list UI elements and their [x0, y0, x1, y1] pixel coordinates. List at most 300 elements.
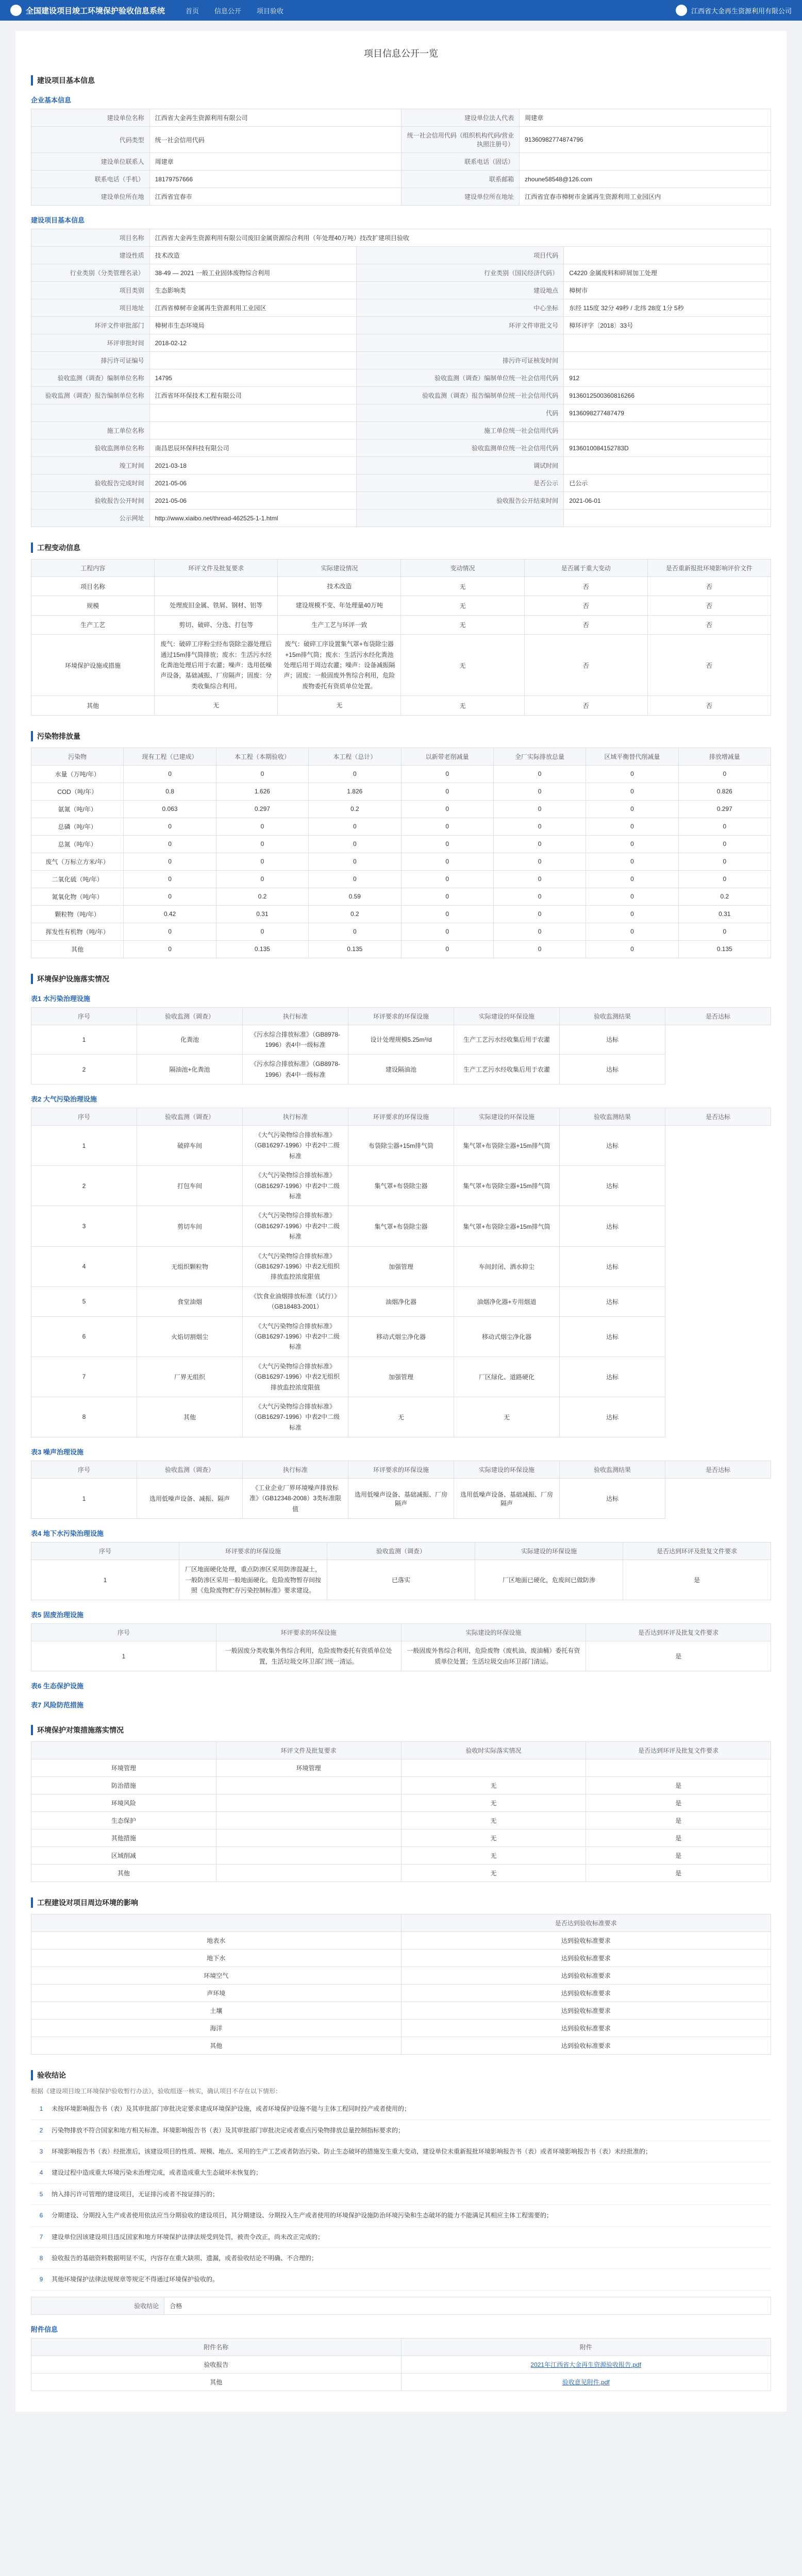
table-cell: 否	[524, 635, 647, 696]
table-cell: 达标	[560, 1166, 665, 1206]
kv-label: 施工单位名称	[31, 422, 150, 439]
table-cell: 是	[623, 1560, 771, 1600]
table-cell: 厂区地面已硬化，危废间已做防渗	[475, 1560, 623, 1600]
emission-table	[31, 748, 771, 958]
table-cell: 0	[586, 888, 678, 905]
column-header: 执行标准	[243, 1108, 348, 1126]
table-cell: 0	[401, 888, 493, 905]
kv-label	[357, 334, 564, 352]
column-header: 执行标准	[243, 1007, 348, 1025]
kv-label: 行业类别（国民经济代码）	[357, 264, 564, 282]
conclusion-item	[31, 2098, 771, 2120]
column-header: 环评文件及批复要求	[155, 560, 278, 577]
conclusion-item-text: 验收报告的基础资料数据明显不实，内容存在重大缺项、遗漏，或者验收结论不明确、不合理的；	[52, 2254, 318, 2262]
table-cell: 0	[493, 800, 586, 818]
table-cell: 否	[647, 615, 771, 634]
table-cell: 8	[31, 1397, 137, 1437]
table-row	[31, 1206, 771, 1246]
conclusion-item	[31, 2120, 771, 2141]
table-cell: 达到验收标准要求	[401, 2020, 771, 2037]
kv-value	[564, 457, 771, 474]
column-header: 验收监测（调查）	[137, 1007, 243, 1025]
column-header: 全厂实际排放总量	[493, 748, 586, 765]
table-cell: 隔油池+化粪池	[137, 1055, 243, 1084]
kv-label: 统一社会信用代码（组织机构代码/营业执照注册号）	[401, 127, 520, 153]
column-header	[31, 1742, 216, 1759]
table-cell: 水量（万吨/年）	[31, 765, 124, 783]
kv-label: 调试时间	[357, 457, 564, 474]
table-cell	[401, 1759, 586, 1777]
table-cell: 食堂油烟	[137, 1286, 243, 1316]
conclusion-item	[31, 2205, 771, 2226]
kv-value: C4220 金属废料和碎屑加工处理	[564, 264, 771, 282]
table-cell: 0.2	[309, 800, 401, 818]
column-header: 以新带老削减量	[401, 748, 493, 765]
table-cell: 0	[586, 940, 678, 958]
conclusion-item	[31, 2227, 771, 2248]
kv-label: 验收监测（调查）编制单位统一社会信用代码	[357, 369, 564, 387]
column-header: 验收监测结果	[560, 1461, 665, 1479]
conclusion-item-number: 8	[39, 2254, 43, 2262]
column-header: 执行标准	[243, 1461, 348, 1479]
kv-value	[149, 352, 357, 369]
attachment-name: 验收报告	[31, 2355, 402, 2373]
column-header: 污染物	[31, 748, 124, 765]
table-cell: 《污水综合排放标准》（GB8978-1996）表4中一级标准	[243, 1025, 348, 1055]
kv-value: 已公示	[564, 474, 771, 492]
table-cell: 无	[401, 615, 524, 634]
table-cell: 达标	[560, 1397, 665, 1437]
kv-row	[31, 352, 771, 369]
column-header: 区域平衡替代削减量	[586, 748, 678, 765]
table-cell: 无	[454, 1397, 560, 1437]
table-cell: 环境保护设施或措施	[31, 635, 155, 696]
table-row	[31, 635, 771, 696]
table-cell: 其他	[31, 2037, 402, 2055]
table-cell: 氨氮（吨/年）	[31, 800, 124, 818]
table-cell: 达标	[560, 1479, 665, 1519]
column-header: 是否达标	[665, 1007, 771, 1025]
table-cell: 0	[124, 923, 216, 940]
kv-label: 项目类别	[31, 282, 150, 299]
conclusion-item-number: 6	[39, 2212, 43, 2219]
table-cell: 无	[401, 1794, 586, 1812]
conclusion-item	[31, 2184, 771, 2205]
table-cell: 否	[647, 635, 771, 696]
table-cell: 防治措施	[31, 1777, 216, 1794]
table-row	[31, 940, 771, 958]
attachments-title: 附件信息	[31, 2325, 58, 2333]
table-row	[31, 696, 771, 715]
table-cell: 环境管理	[31, 1759, 216, 1777]
table-cell: 其他	[31, 696, 155, 715]
table-cell: 无	[401, 1865, 586, 1882]
table-cell: 0	[401, 818, 493, 835]
table-cell: 项目名称	[31, 577, 155, 596]
kv-row	[31, 387, 771, 404]
column-header: 实际建设的环保设施	[454, 1461, 560, 1479]
table-cell	[155, 577, 278, 596]
table-cell: 0	[216, 853, 308, 870]
column-header: 是否达到环评及批复文件要求	[623, 1543, 771, 1560]
kv-value: 2018-02-12	[149, 334, 357, 352]
table-cell: 达到验收标准要求	[401, 2002, 771, 2020]
table-row	[31, 905, 771, 923]
table-row	[31, 888, 771, 905]
table-cell: 生态保护	[31, 1812, 216, 1829]
table-row	[31, 923, 771, 940]
column-header: 环评要求的环保设施	[348, 1007, 454, 1025]
attachment-cell	[401, 2373, 771, 2391]
column-header: 序号	[31, 1624, 216, 1641]
kv-label: 项目地址	[31, 299, 150, 317]
kv-label: 环评文件审批部门	[31, 317, 150, 334]
column-header: 是否达到环评及批复文件要求	[586, 1742, 771, 1759]
table-row	[31, 853, 771, 870]
table-cell: 0	[124, 870, 216, 888]
table-cell: 废气：破碎工序设置集气罩+布袋除尘器+15m排气筒；废水：生活污水经化粪池处理后用于周边农灌；噪声：设备减振隔声；固废：一般固废外售综合利用，危险废物委托有资质单位处置。	[278, 635, 401, 696]
sub-solid: 表5 固废治理设施	[31, 1611, 83, 1619]
kv-value	[149, 404, 357, 422]
conclusion-item-text: 污染物排放不符合国家和地方相关标准、环境影响报告书（表）及其审批部门审批决定或者重点污染物排放总量控制指标要求的；	[52, 2126, 405, 2134]
column-header: 环评要求的环保设施	[216, 1624, 401, 1641]
table-cell: 选用低噪声设备、基础减振、厂房隔声	[348, 1479, 454, 1519]
kv-value: 18179757666	[149, 171, 401, 188]
table-cell: 《大气污染物综合排放标准》（GB16297-1996）中表2中二级标准	[243, 1316, 348, 1357]
kv-row	[31, 439, 771, 457]
kv-label: 联系电话（手机）	[31, 171, 150, 188]
kv-label: 代码	[357, 404, 564, 422]
nav-project-accept[interactable]: 项目验收	[257, 7, 284, 15]
conclusion-item-text: 纳入排污许可管理的建设项目，无证排污或者不按证排污的；	[52, 2190, 219, 2198]
table-row	[31, 2037, 771, 2055]
table-cell: 0	[124, 818, 216, 835]
table-cell: 0	[678, 923, 771, 940]
table-cell: 0	[586, 800, 678, 818]
table-cell: 0.826	[678, 783, 771, 800]
table-cell: 0	[678, 870, 771, 888]
table-cell: 是	[586, 1812, 771, 1829]
table-cell: 0	[678, 818, 771, 835]
table-cell: 达标	[560, 1025, 665, 1055]
table-row	[31, 1777, 771, 1794]
table-cell: 0.063	[124, 800, 216, 818]
table-cell: 0	[678, 765, 771, 783]
column-header: 附件	[401, 2338, 771, 2355]
kv-value: 樟树市生态环境局	[149, 317, 357, 334]
table-cell: 1	[31, 1641, 216, 1671]
table-cell: 0	[401, 923, 493, 940]
table-row	[31, 1794, 771, 1812]
kv-row	[31, 109, 771, 127]
kv-value: 2021-03-18	[149, 457, 357, 474]
table-cell	[216, 1847, 401, 1865]
conclusion-value: 合格	[164, 2297, 771, 2314]
table-row	[31, 870, 771, 888]
table-cell: 0	[401, 835, 493, 853]
nav-public-info[interactable]: 信息公开	[214, 7, 242, 15]
table-cell: 0	[401, 800, 493, 818]
kv-label: 环评审批时间	[31, 334, 150, 352]
column-header: 本工程（总计）	[309, 748, 401, 765]
header-row	[31, 560, 771, 577]
header-row	[31, 1461, 771, 1479]
water-table	[31, 1007, 771, 1085]
kv-value: 技术改造	[149, 247, 357, 264]
table-cell: 0	[493, 870, 586, 888]
table-cell: 0	[216, 765, 308, 783]
kv-label: 建设单位法人代表	[401, 109, 520, 127]
kv-row	[31, 317, 771, 334]
column-header: 验收时实际落实情况	[401, 1742, 586, 1759]
table-row	[31, 596, 771, 615]
table-cell: 0	[401, 765, 493, 783]
table-cell: 设计处理规模5.25m³/d	[348, 1025, 454, 1055]
table-cell: 0.31	[216, 905, 308, 923]
table-cell	[216, 1829, 401, 1847]
table-cell: 无	[278, 696, 401, 715]
header-row	[31, 2338, 771, 2355]
table-cell: 火焰切割烟尘	[137, 1316, 243, 1357]
table-row	[31, 1829, 771, 1847]
table-cell: 海洋	[31, 2020, 402, 2037]
table-cell: 无	[348, 1397, 454, 1437]
table-cell: 集气罩+布袋除尘器+15m排气筒	[454, 1126, 560, 1166]
section-measures: 环境保护对策措施落实情况	[31, 1725, 771, 1735]
table-cell: 1	[31, 1126, 137, 1166]
table-cell: 否	[647, 577, 771, 596]
section-emissions: 污染物排放量	[31, 731, 771, 741]
table-cell: 颗粒物（吨/年）	[31, 905, 124, 923]
kv-value: 生态影响类	[149, 282, 357, 299]
table-row	[31, 1950, 771, 1967]
kv-label: 验收监测（调查）报告编制单位名称	[31, 387, 150, 404]
table-cell: 《大气污染物综合排放标准》（GB16297-1996）中表2中二级标准	[243, 1206, 348, 1246]
table-cell: 2	[31, 1055, 137, 1084]
table-cell: 1	[31, 1560, 179, 1600]
column-header: 验收监测（调查）	[137, 1461, 243, 1479]
conclusion-item	[31, 2162, 771, 2183]
table-cell: 《大气污染物综合排放标准》（GB16297-1996）中表2无组织排放监控浓度限值	[243, 1246, 348, 1286]
kv-value: 江西省大金再生资源利用有限公司	[149, 109, 401, 127]
table-cell: 0	[493, 923, 586, 940]
kv-value: 东经 115度 32分 49秒 / 北纬 28度 1分 5秒	[564, 299, 771, 317]
table-cell: 剪切、破碎、分选、打包等	[155, 615, 278, 634]
table-cell: 达标	[560, 1126, 665, 1166]
sub-risk: 表7 风险防范措施	[31, 1701, 83, 1709]
kv-label	[31, 404, 150, 422]
table-cell: 0	[586, 765, 678, 783]
table-row	[31, 1025, 771, 1055]
table-cell: 0	[216, 923, 308, 940]
table-cell: 地下水	[31, 1950, 402, 1967]
table-cell: 达到验收标准要求	[401, 1950, 771, 1967]
column-header: 环评要求的环保设施	[348, 1461, 454, 1479]
table-cell: 0	[401, 783, 493, 800]
kv-label: 是否公示	[357, 474, 564, 492]
table-cell: 0.2	[216, 888, 308, 905]
kv-label: 公示网址	[31, 510, 150, 527]
kv-label: 排污许可证核发时间	[357, 352, 564, 369]
table-cell: 0	[586, 783, 678, 800]
table-cell: 废气（万标立方米/年）	[31, 853, 124, 870]
kv-label: 验收监测（调查）报告编制单位统一社会信用代码	[357, 387, 564, 404]
table-cell: 《工业企业厂界环境噪声排放标准》（GB12348-2008）3类标准限值	[243, 1479, 348, 1519]
table-row	[31, 1126, 771, 1166]
system-brand: 全国建设项目竣工环境保护验收信息系统	[26, 6, 165, 15]
kv-row	[31, 474, 771, 492]
table-row	[31, 800, 771, 818]
table-cell: 移动式烟尘净化器	[348, 1316, 454, 1357]
nav-home[interactable]: 首页	[186, 7, 199, 15]
table-cell	[586, 1759, 771, 1777]
kv-label: 中心坐标	[357, 299, 564, 317]
conclusion-item-text: 未按环境影响报告书（表）及其审批部门审批决定要求建成环境保护设施，或者环境保护设施不能与主体工程同时投产或者使用的；	[52, 2105, 411, 2113]
table-cell: 油烟净化器+专用烟道	[454, 1286, 560, 1316]
table-cell: 环境管理	[216, 1759, 401, 1777]
table-cell: 否	[647, 596, 771, 615]
solid-table	[31, 1623, 771, 1671]
table-cell: 1	[31, 1025, 137, 1055]
kv-row	[31, 264, 771, 282]
table-cell: 0	[401, 870, 493, 888]
table-cell: 生产工艺与环评一致	[278, 615, 401, 634]
kv-value: zhoune58548@126.com	[520, 171, 771, 188]
table-cell: 建设隔油池	[348, 1055, 454, 1084]
kv-value	[564, 352, 771, 369]
table-cell: 土壤	[31, 2002, 402, 2020]
conclusion-item-text: 环境影响报告书（表）经批准后，该建设项目的性质、规模、地点、采用的生产工艺或者防治污染、防止生态破坏的措施发生重大变动，建设单位未重新报批环境影响报告书（表）或者环境影响报告书（表）未经批准的；	[52, 2147, 652, 2155]
table-cell: 是	[586, 1794, 771, 1812]
table-cell: 无	[401, 635, 524, 696]
table-cell: 破碎车间	[137, 1126, 243, 1166]
kv-label: 行业类别（分类管理名录）	[31, 264, 150, 282]
attachment-link[interactable]: 验收意见附件.pdf	[562, 2378, 610, 2386]
table-cell: 否	[647, 696, 771, 715]
column-header: 序号	[31, 1461, 137, 1479]
table-cell: 挥发性有机物（吨/年）	[31, 923, 124, 940]
attachment-link[interactable]: 2021年江西省大金再生资源验收报告.pdf	[530, 2361, 642, 2368]
table-row	[31, 2002, 771, 2020]
kv-value: 周建章	[149, 153, 401, 171]
table-cell: 氮氧化物（吨/年）	[31, 888, 124, 905]
table-cell: 集气罩+布袋除尘器+15m排气筒	[454, 1206, 560, 1246]
table-cell	[216, 1794, 401, 1812]
table-row	[31, 1397, 771, 1437]
table-cell: 0	[493, 783, 586, 800]
table-cell: 0	[586, 853, 678, 870]
table-cell: 0.8	[124, 783, 216, 800]
user-menu[interactable]	[676, 5, 792, 16]
column-header: 实际建设的环保设施	[454, 1108, 560, 1126]
table-cell: 0	[309, 853, 401, 870]
table-cell: 其他	[31, 940, 124, 958]
table-row	[31, 783, 771, 800]
kv-value: 樟环评字〔2018〕33号	[564, 317, 771, 334]
column-header: 工程内容	[31, 560, 155, 577]
table-cell: 总磷（吨/年）	[31, 818, 124, 835]
kv-value: 江西省大金再生资源利用有限公司废旧金属资源综合利用（年处理40万吨）技改扩建项目验收	[149, 229, 771, 247]
column-header: 验收监测（调查）	[137, 1108, 243, 1126]
table-row	[31, 818, 771, 835]
kv-label: 验收监测（调查）编制单位名称	[31, 369, 150, 387]
table-cell: 选用低噪声设备、基础减振、厂房隔声	[454, 1479, 560, 1519]
table-cell: 0	[678, 853, 771, 870]
section-basic-info: 建设项目基本信息	[31, 75, 771, 86]
kv-label: 验收监测单位统一社会信用代码	[357, 439, 564, 457]
table-cell: 0	[309, 818, 401, 835]
kv-row	[31, 127, 771, 153]
kv-label: 建设单位联系人	[31, 153, 150, 171]
table-cell: 0	[124, 765, 216, 783]
table-cell: 0	[309, 870, 401, 888]
table-cell: 厂界无组织	[137, 1357, 243, 1397]
column-header: 是否属于重大变动	[524, 560, 647, 577]
table-cell: 0	[401, 905, 493, 923]
table-cell: 二氧化硫（吨/年）	[31, 870, 124, 888]
table-cell: 3	[31, 1206, 137, 1246]
header-row	[31, 1007, 771, 1025]
page-title: 项目信息公开一览	[364, 48, 438, 59]
table-cell: 达到验收标准要求	[401, 2037, 771, 2055]
attachment-cell	[401, 2355, 771, 2373]
kv-label: 验收报告公开时间	[31, 492, 150, 510]
table-row	[31, 1641, 771, 1671]
table-cell: 无	[401, 577, 524, 596]
table-row	[31, 1812, 771, 1829]
table-cell: 达到验收标准要求	[401, 1967, 771, 1985]
conclusion-list	[31, 2098, 771, 2291]
sub-water: 表1 水污染治理设施	[31, 994, 90, 1003]
noise-table	[31, 1461, 771, 1519]
kv-row	[31, 229, 771, 247]
table-cell: 0.2	[309, 905, 401, 923]
table-cell: 加强管理	[348, 1357, 454, 1397]
table-cell: 是	[586, 1829, 771, 1847]
table-row	[31, 1847, 771, 1865]
table-row	[31, 1759, 771, 1777]
kv-label: 竣工时间	[31, 457, 150, 474]
section-change-info: 工程变动信息	[31, 543, 771, 553]
table-cell: 0	[493, 765, 586, 783]
header-row	[31, 1624, 771, 1641]
table-cell: 环境风险	[31, 1794, 216, 1812]
kv-row	[31, 404, 771, 422]
table-cell: 集气罩+布袋除尘器	[348, 1206, 454, 1246]
kv-value: 912	[564, 369, 771, 387]
kv-row	[31, 422, 771, 439]
table-row	[31, 1560, 771, 1600]
kv-row	[31, 369, 771, 387]
table-cell: 是	[586, 1847, 771, 1865]
sub-ecology: 表6 生态保护设施	[31, 1682, 83, 1690]
table-cell: 一般固废分类收集外售综合利用，危险废物委托有资质单位处置，生活垃圾交环卫部门统一清运。	[216, 1641, 401, 1671]
table-cell: 否	[524, 615, 647, 634]
table-cell: 0	[216, 818, 308, 835]
table-cell: 0	[124, 888, 216, 905]
project-table	[31, 229, 771, 527]
conclusion-item-text: 分期建设、分期投入生产或者使用依法应当分期验收的建设项目，其分期建设、分期投入生产或者使用的环境保护设施防治环境污染和生态破坏的能力不能满足其相应主体工程需要的；	[52, 2212, 553, 2219]
table-cell: 0	[124, 835, 216, 853]
table-cell: 4	[31, 1246, 137, 1286]
column-header: 序号	[31, 1543, 179, 1560]
table-row	[31, 1316, 771, 1357]
table-cell: 0	[493, 818, 586, 835]
table-cell: 《大气污染物综合排放标准》（GB16297-1996）中表2中二级标准	[243, 1397, 348, 1437]
table-cell: 0	[124, 940, 216, 958]
table-cell: 达标	[560, 1286, 665, 1316]
kv-value	[520, 153, 771, 171]
